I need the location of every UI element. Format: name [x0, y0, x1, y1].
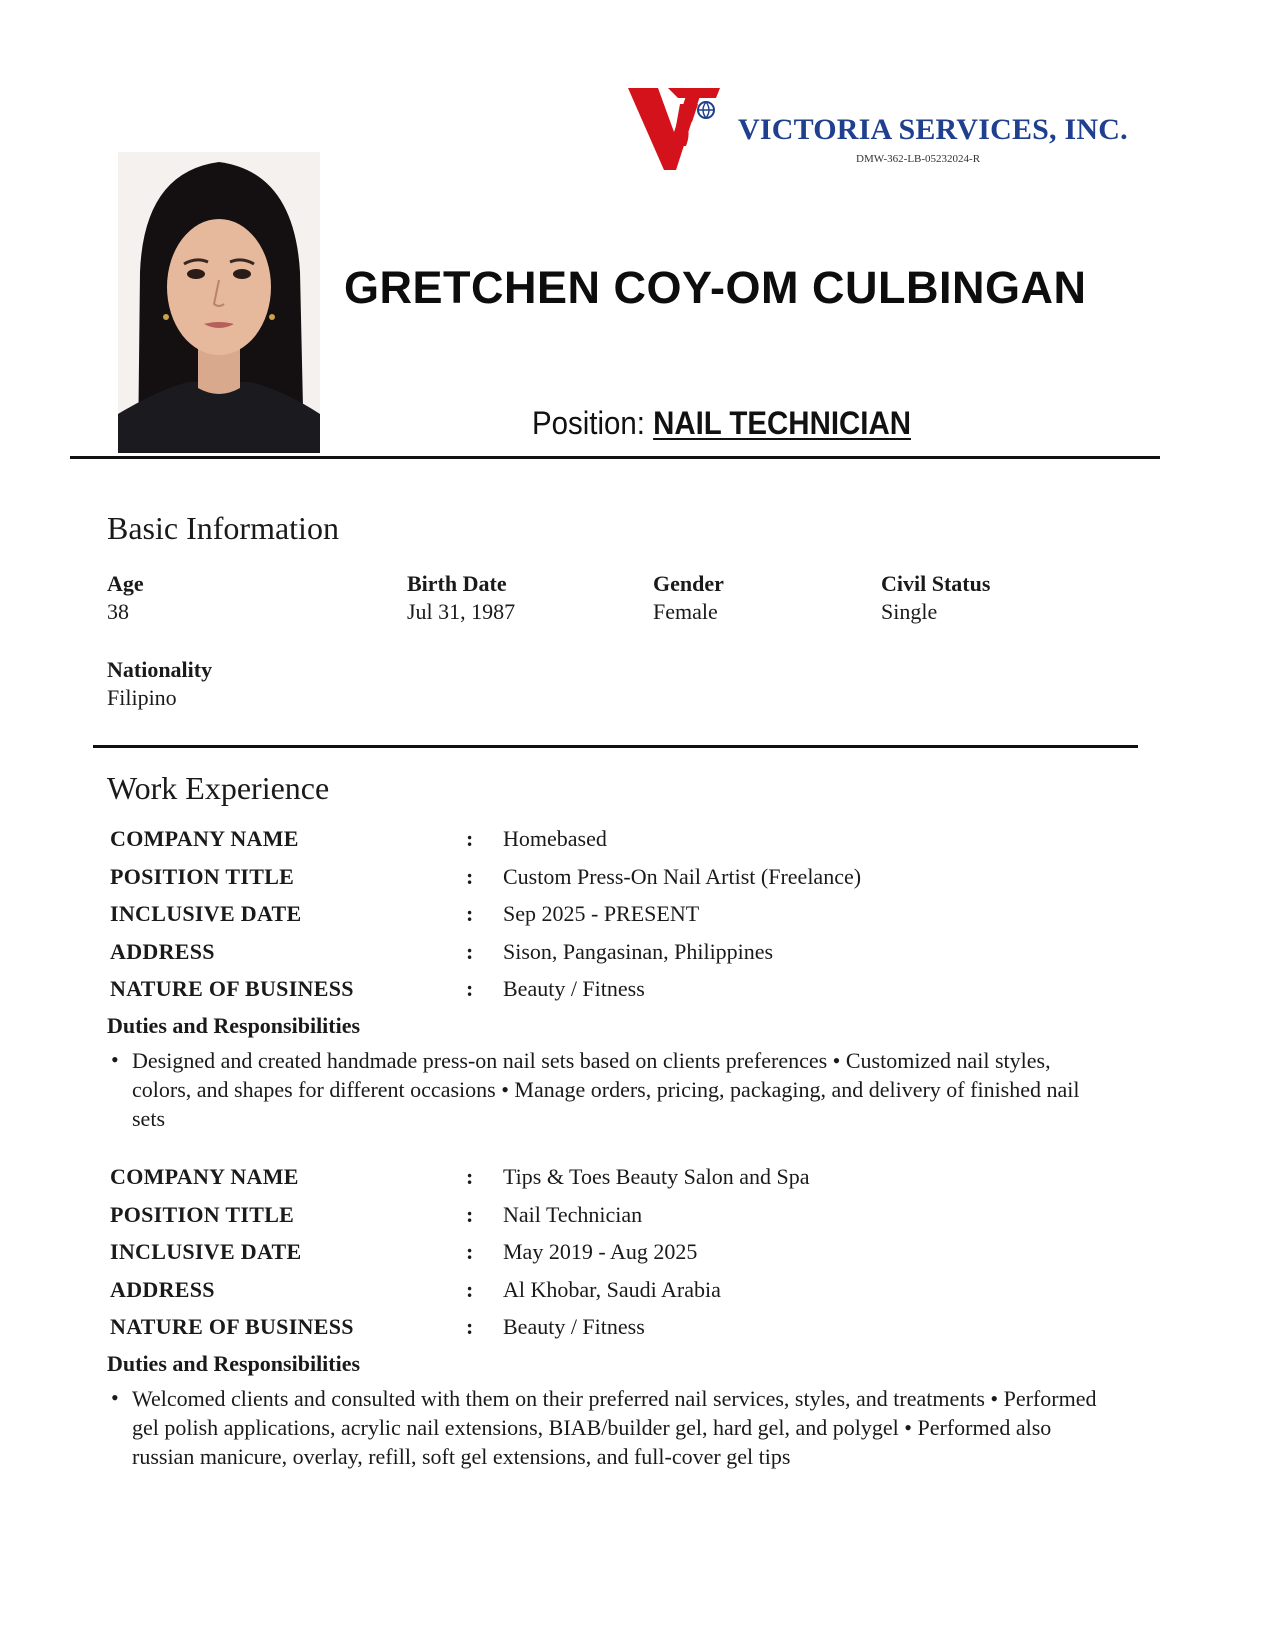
gender-label: Gender [653, 571, 724, 596]
bullet-icon: • [111, 1385, 119, 1410]
header-divider [70, 456, 1160, 459]
field-separator: : [466, 1164, 474, 1189]
company-name-value: Homebased [503, 826, 607, 851]
field-label: INCLUSIVE DATE [110, 901, 302, 926]
age-label: Age [107, 571, 144, 596]
position-title-value: Nail Technician [503, 1201, 643, 1227]
field-label: POSITION TITLE [110, 863, 295, 889]
field-label: NATURE OF BUSINESS [110, 1314, 354, 1339]
job-entry-2 [110, 1164, 1110, 1352]
nationality-label: Nationality [107, 657, 213, 682]
field-separator: : [466, 938, 474, 964]
field-separator: : [466, 1201, 474, 1227]
position-line [532, 405, 911, 442]
agency-license-number: DMW-362-LB-05232024-R [856, 153, 981, 165]
company-name-value: Tips & Toes Beauty Salon and Spa [503, 1164, 810, 1189]
duties-heading: Duties and Responsibilities [107, 1013, 361, 1038]
field-label: POSITION TITLE [110, 1201, 295, 1227]
civil-status-label: Civil Status [881, 571, 991, 596]
nationality-value: Filipino [107, 685, 177, 710]
work-experience-heading: Work Experience [107, 770, 330, 806]
victoria-v-globe-icon [628, 88, 720, 176]
field-label: COMPANY NAME [110, 1164, 299, 1189]
nature-of-business-value: Beauty / Fitness [503, 976, 645, 1001]
nature-of-business-row [110, 976, 1110, 1014]
basic-information-heading: Basic Information [107, 510, 339, 546]
field-separator: : [466, 826, 474, 851]
position-title-row [110, 1202, 1110, 1240]
duties-text: Designed and created handmade press-on nail sets based on clients preferences • Customized nail styles, colors, and shapes for different occasions • Manage orders, pricing, packaging, and delivery of finished nail sets [132, 1048, 1080, 1131]
bullet-icon: • [111, 1047, 119, 1072]
field-separator: : [466, 901, 474, 926]
applicant-photo [118, 152, 320, 453]
inclusive-date-row [110, 901, 1110, 939]
civil-status-value: Single [881, 599, 938, 624]
field-separator: : [466, 976, 474, 1001]
field-separator: : [466, 1239, 474, 1264]
agency-name: VICTORIA SERVICES, INC. [738, 113, 1128, 146]
field-separator: : [466, 863, 474, 889]
birth-date-value: Jul 31, 1987 [407, 599, 516, 624]
field-label: ADDRESS [110, 1276, 215, 1302]
field-separator: : [466, 1276, 474, 1302]
field-label: NATURE OF BUSINESS [110, 976, 354, 1001]
field-label: INCLUSIVE DATE [110, 1239, 302, 1264]
duties-text: Welcomed clients and consulted with them on their preferred nail services, styles, and treatments • Performed gel polish applications, acrylic nail extensions, BIAB/builder gel, hard gel, and polygel • Performed also russian manicure, overlay, refill, soft gel extensions, and full-cover gel tips [132, 1386, 1097, 1469]
birth-date-label: Birth Date [407, 571, 507, 596]
position-value: NAIL TECHNICIAN [653, 405, 911, 441]
duties-heading: Duties and Responsibilities [107, 1351, 361, 1376]
applicant-name: GRETCHEN COY-OM CULBINGAN [344, 262, 1087, 313]
position-label: Position: [532, 405, 645, 441]
nature-of-business-row [110, 1314, 1110, 1352]
position-title-row [110, 864, 1110, 902]
inclusive-date-value: May 2019 - Aug 2025 [503, 1239, 698, 1264]
portrait-illustration [118, 152, 320, 453]
inclusive-date-value: Sep 2025 - PRESENT [503, 901, 700, 926]
section-divider [93, 745, 1138, 748]
field-label: COMPANY NAME [110, 826, 299, 851]
position-title-value: Custom Press-On Nail Artist (Freelance) [503, 863, 862, 889]
field-label: ADDRESS [110, 938, 215, 964]
job-entry-1 [110, 826, 1110, 1014]
gender-value: Female [653, 599, 718, 624]
age-value: 38 [107, 599, 129, 624]
company-name-row [110, 1164, 1110, 1202]
company-name-row [110, 826, 1110, 864]
nature-of-business-value: Beauty / Fitness [503, 1314, 645, 1339]
address-row [110, 939, 1110, 977]
address-row [110, 1277, 1110, 1315]
inclusive-date-row [110, 1239, 1110, 1277]
address-value: Al Khobar, Saudi Arabia [503, 1276, 721, 1302]
address-value: Sison, Pangasinan, Philippines [503, 938, 774, 964]
field-separator: : [466, 1314, 474, 1339]
agency-logo-icon [628, 88, 720, 176]
